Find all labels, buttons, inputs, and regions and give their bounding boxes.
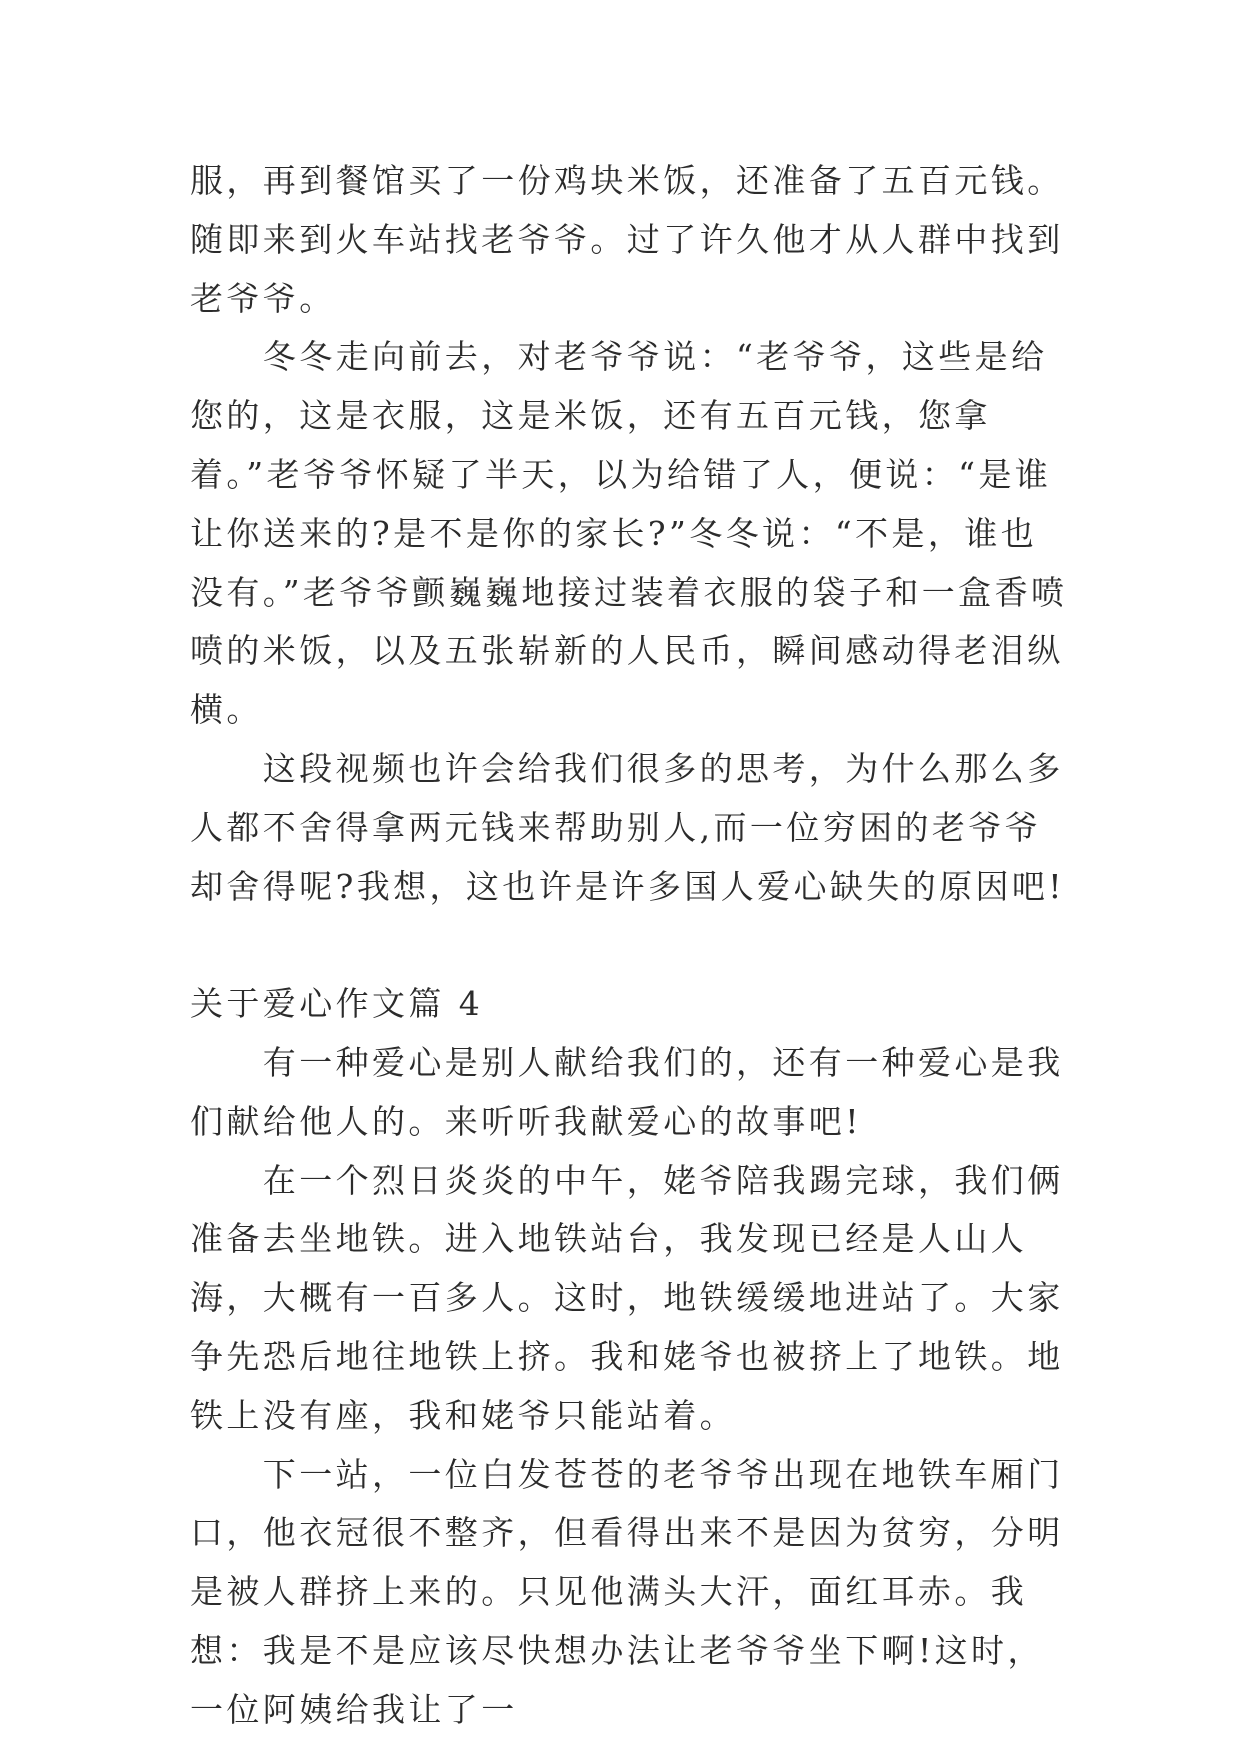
paragraph-4: 有一种爱心是别人献给我们的，还有一种爱心是我们献给他人的。来听听我献爱心的故事吧! [190, 1042, 1064, 1141]
paragraph-5: 在一个烈日炎炎的中午，姥爷陪我踢完球，我们俩准备去坐地铁。进入地铁站台，我发现已经是人山人海，大概有一百多人。这时，地铁缓缓地进站了。大家争先恐后地往地铁上挤。我和姥爷也被挤上了地铁。地铁上没有座，我和姥爷只能站着。 [190, 1160, 1064, 1435]
section-heading: 关于爱心作文篇 4 [190, 984, 484, 1024]
paragraph-1: 服，再到餐馆买了一份鸡块米饭，还准备了五百元钱。随即来到火车站找老爷爷。过了许久他才从人群中找到老爷爷。 [190, 161, 1064, 318]
paragraph-2: 冬冬走向前去，对老爷爷说：“老爷爷，这些是给您的，这是衣服，这是米饭，还有五百元钱，您拿着。”老爷爷怀疑了半天，以为给错了人，便说：“是谁让你送来的?是不是你的家长?”冬冬说：“不是，谁也没有。”老爷爷颤巍巍地接过装着衣服的袋子和一盒香喷喷的米饭，以及五张崭新的人民币，瞬间感动得老泪纵横。 [190, 337, 1068, 730]
document-body [190, 152, 1070, 1740]
paragraph-3: 这段视频也许会给我们很多的思考，为什么那么多人都不舍得拿两元钱来帮助别人,而一位穷困的老爷爷却舍得呢?我想，这也许是许多国人爱心缺失的原因吧! [190, 748, 1065, 906]
paragraph-6: 下一站，一位白发苍苍的老爷爷出现在地铁车厢门口，他衣冠很不整齐，但看得出来不是因为贫穷，分明是被人群挤上来的。只见他满头大汗，面红耳赤。我想：我是不是应该尽快想办法让老爷爷坐下啊!这时，一位阿姨给我让了一 [190, 1454, 1064, 1729]
